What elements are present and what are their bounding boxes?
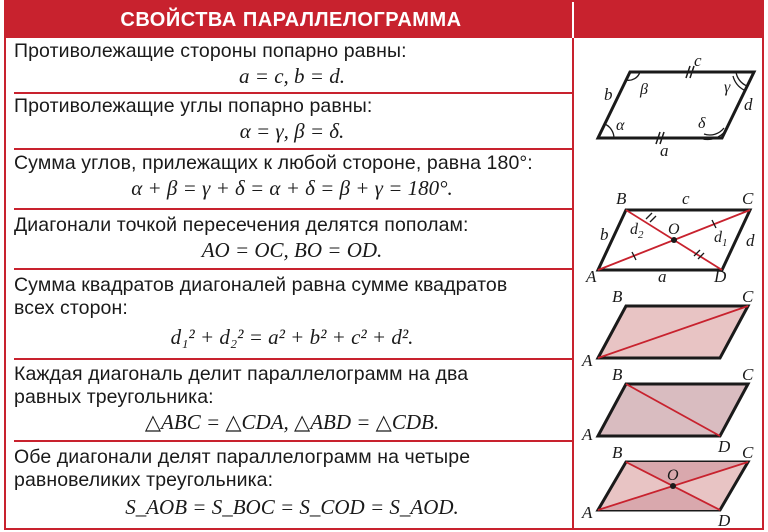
property-item: [14, 274, 570, 350]
property-statement: Противолежащие углы попарно равны:: [14, 95, 373, 117]
property-formula: S_AOB = S_BOC = S_COD = S_AOD.: [125, 495, 459, 519]
label-vertex-D: D: [718, 437, 731, 456]
label-vertex-B: B: [616, 189, 627, 208]
property-item: [14, 152, 570, 201]
label-vertex-C: C: [742, 365, 754, 384]
property-statement-line1: Сумма квадратов диагоналей равна сумме квадратов: [14, 274, 508, 296]
property-statement-line1: Каждая диагональ делит параллелограмм на два: [14, 363, 469, 385]
label-diag-d1: $d_1$: [714, 229, 728, 249]
property-statement: Сумма углов, прилежащих к любой стороне, равна 180°:: [14, 152, 533, 174]
row-separator: [14, 358, 572, 360]
label-vertex-A: A: [582, 503, 593, 522]
label-side-c: c: [694, 51, 702, 70]
label-side-a: a: [658, 267, 667, 286]
label-vertex-B: B: [612, 365, 623, 384]
property-formula: a = c, b = d.: [239, 64, 345, 88]
label-angle-delta: δ: [698, 115, 706, 132]
property-formula: AO = OC, BO = OD.: [201, 238, 383, 262]
label-vertex-B: B: [612, 287, 623, 306]
label-vertex-A: A: [582, 351, 593, 370]
label-side-a: a: [660, 141, 669, 160]
page-title: СВОЙСТВА ПАРАЛЛЕЛОГРАММА: [120, 9, 462, 31]
property-statement: Противолежащие стороны попарно равны:: [14, 40, 407, 62]
figure-parallelogram-one-diagonal: [581, 287, 754, 370]
figures-column: [574, 38, 762, 530]
figure-parallelogram-diagonals: [585, 189, 755, 286]
property-formula: △ABC = △CDA, △ABD = △CDB.: [144, 410, 440, 434]
row-separator: [14, 440, 572, 442]
label-center-O: O: [668, 221, 680, 238]
property-item: [14, 40, 570, 89]
label-center-O: O: [667, 467, 679, 484]
label-side-d: d: [746, 231, 755, 250]
property-statement-line2: равновеликих треугольника:: [14, 469, 274, 491]
property-statement-line2: всех сторон:: [14, 297, 128, 319]
property-item: [14, 95, 570, 144]
label-vertex-C: C: [742, 287, 754, 306]
property-item: [14, 214, 570, 263]
label-side-b: b: [600, 225, 609, 244]
label-vertex-C: C: [742, 443, 754, 462]
label-side-b: b: [604, 85, 613, 104]
label-angle-alpha: α: [616, 117, 625, 134]
property-formula: d₁² + d₂² = a² + b² + c² + d².: [170, 325, 414, 349]
property-formula: α + β = γ + δ = α + δ = β + γ = 180°.: [131, 176, 453, 200]
properties-list: [14, 38, 570, 530]
label-vertex-A: A: [586, 267, 597, 286]
row-separator: [14, 268, 572, 270]
property-formula: α = γ, β = δ.: [239, 119, 345, 143]
property-statement-line1: Обе диагонали делят параллелограмм на четыре: [14, 446, 471, 468]
label-vertex-D: D: [714, 267, 727, 286]
header-divider: [572, 2, 574, 38]
figure-parallelogram-four-triangles: [581, 443, 754, 530]
figure-parallelogram-other-diagonal: [581, 365, 754, 456]
label-vertex-C: C: [742, 189, 754, 208]
label-diag-d2: $d_2$: [630, 221, 644, 241]
property-item: [14, 446, 570, 520]
row-separator: [14, 92, 572, 94]
label-side-d: d: [744, 95, 753, 114]
property-item: [14, 363, 570, 435]
label-vertex-A: A: [582, 425, 593, 444]
label-angle-gamma: γ: [724, 79, 731, 96]
label-vertex-B: B: [612, 443, 623, 462]
property-statement-line2: равных треугольника:: [14, 386, 214, 408]
row-separator: [14, 148, 572, 150]
row-separator: [14, 208, 572, 210]
label-vertex-D: D: [718, 511, 731, 530]
figure-parallelogram-sides-angles: [598, 51, 754, 160]
label-angle-beta: β: [640, 81, 648, 98]
figures-svg: [574, 38, 762, 530]
label-side-c: c: [682, 189, 690, 208]
properties-table: [4, 0, 764, 530]
table-header: [6, 2, 762, 38]
property-statement: Диагонали точкой пересечения делятся пополам:: [14, 214, 469, 236]
